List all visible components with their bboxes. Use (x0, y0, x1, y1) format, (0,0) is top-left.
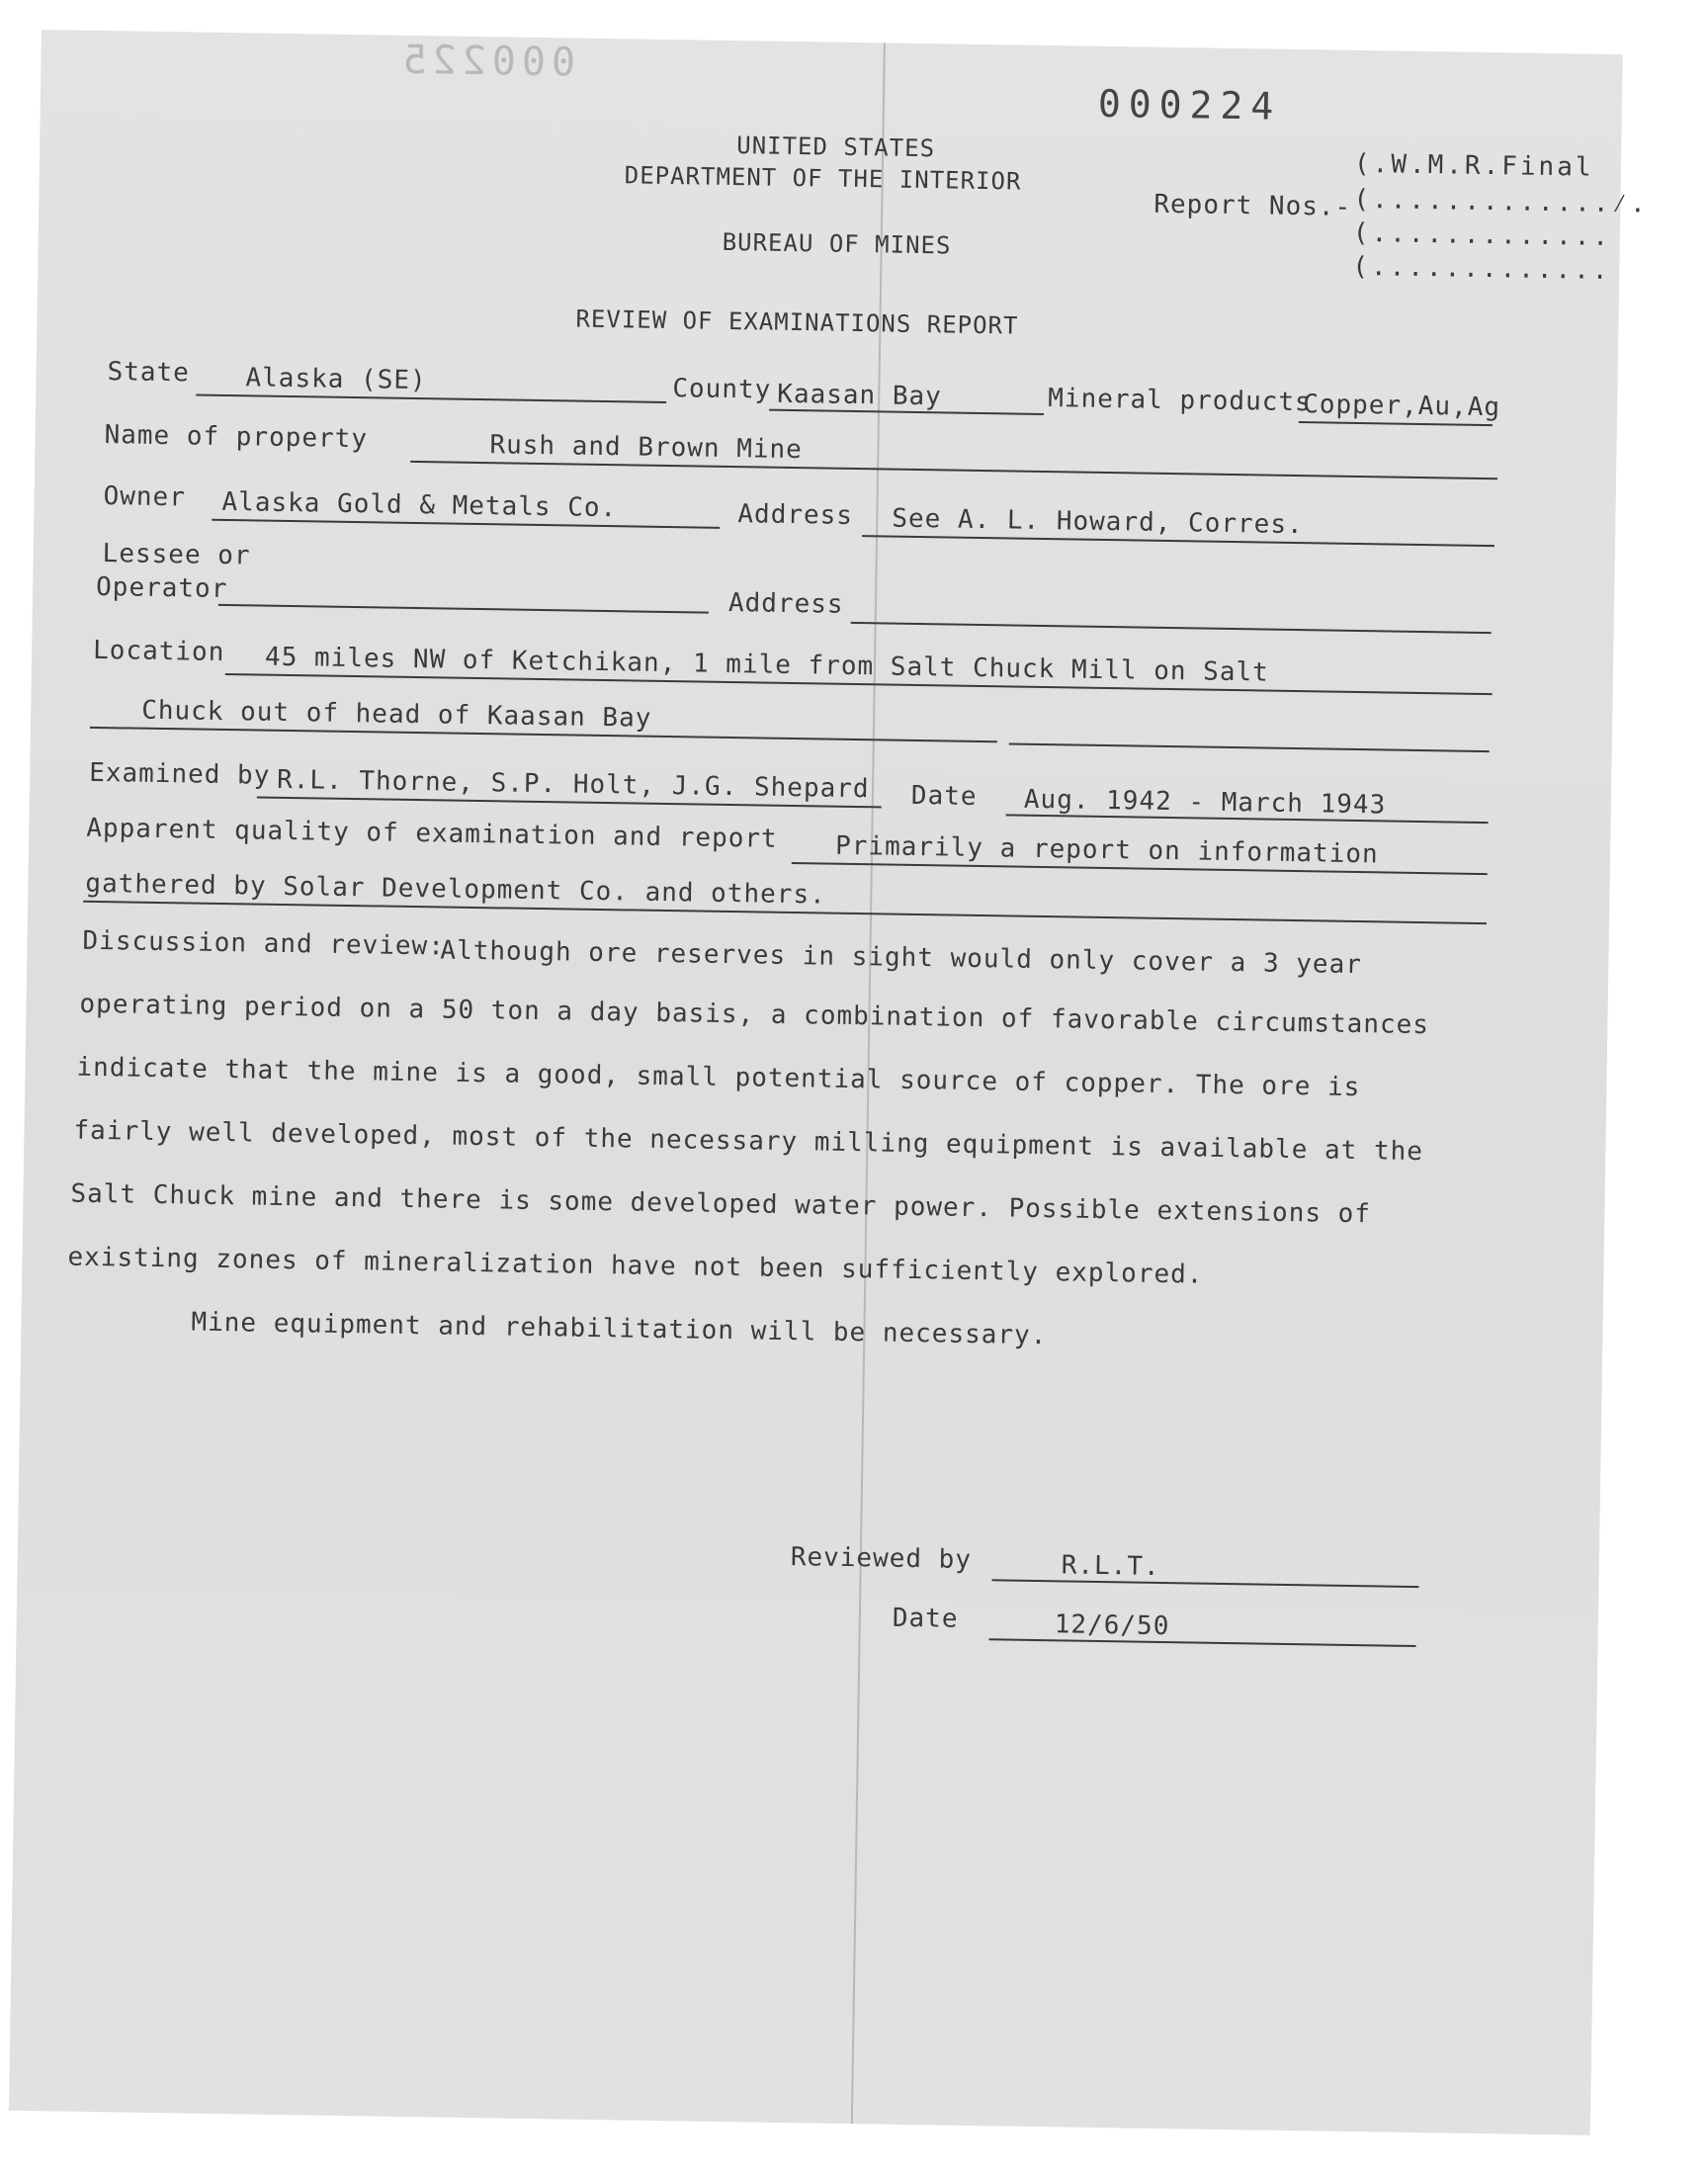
header-united-states: UNITED STATES (736, 131, 936, 163)
discussion-line: Salt Chuck mine and there is some developed water power. Possible extensions of (70, 1178, 1372, 1230)
header-department: DEPARTMENT OF THE INTERIOR (624, 161, 1022, 196)
review-date-underline (989, 1638, 1416, 1647)
reviewed-by-label: Reviewed by (790, 1542, 973, 1575)
operator-label: Operator (95, 571, 228, 605)
county-value: Kaasan Bay (777, 379, 943, 412)
mineral-underline (1299, 421, 1493, 426)
header-bureau: BUREAU OF MINES (722, 227, 952, 260)
lessee-label: Lessee or (102, 539, 251, 571)
examined-value: R.L. Thorne, S.P. Holt, J.G. Shepard (276, 764, 870, 805)
discussion-label: Discussion and review: (82, 925, 446, 962)
review-date-value: 12/6/50 (1054, 1610, 1170, 1642)
property-label: Name of property (104, 420, 369, 455)
report-no-entry: (............. (1352, 251, 1611, 286)
mineral-value: Copper,Au,Ag (1302, 390, 1501, 423)
stamp-number: 000224 (1097, 81, 1282, 129)
owner-label: Owner (103, 481, 187, 513)
examined-label: Examined by (88, 757, 271, 791)
address-value: See A. L. Howard, Corres. (892, 503, 1304, 541)
owner-value: Alaska Gold & Metals Co. (221, 486, 618, 524)
document-page (9, 30, 1650, 2135)
state-value: Alaska (SE) (245, 363, 427, 396)
address-label-2: Address (727, 587, 844, 620)
discussion-line: operating period on a 50 ton a day basis, a combination of favorable circumstances (79, 989, 1430, 1041)
property-underline (410, 461, 1497, 479)
discussion-line: fairly well developed, most of the necessary milling equipment is available at the (73, 1115, 1424, 1168)
quality-label: Apparent quality of examination and report (86, 813, 778, 854)
reviewed-by-underline (991, 1579, 1418, 1588)
mineral-label: Mineral products (1048, 384, 1312, 418)
date-value: Aug. 1942 - March 1943 (1023, 784, 1387, 821)
discussion-line: Mine equipment and rehabilitation will be necessary. (191, 1307, 1048, 1351)
report-no-entry: (.............⁄. (1353, 184, 1650, 219)
quality-value-line1: Primarily a report on information (834, 830, 1379, 870)
discussion-line: indicate that the mine is a good, small potential source of copper. The ore is (76, 1052, 1361, 1103)
report-no-entry: (.W.M.R.Final (1353, 148, 1594, 183)
address-underline-2 (851, 622, 1492, 634)
date-label: Date (910, 780, 978, 812)
location-value-line2: Chuck out of head of Kaasan Bay (140, 695, 652, 734)
location-label: Location (92, 635, 225, 667)
reviewed-by-value: R.L.T. (1061, 1550, 1160, 1582)
property-value: Rush and Brown Mine (489, 430, 804, 466)
location-underline-2b (1009, 742, 1490, 752)
ghost-stamp-number: 000225 (396, 37, 576, 86)
report-nos-label: Report Nos.- (1153, 189, 1352, 222)
page-title: REVIEW OF EXAMINATIONS REPORT (575, 304, 1019, 340)
operator-underline (218, 604, 709, 614)
state-underline (196, 393, 666, 402)
quality-value-line2: gathered by Solar Development Co. and others. (85, 868, 826, 911)
review-date-label: Date (892, 1603, 959, 1634)
location-value-line1: 45 miles NW of Ketchikan, 1 mile from Salt Chuck Mill on Salt (264, 642, 1270, 688)
state-label: State (107, 357, 191, 389)
address-label: Address (737, 499, 854, 531)
county-label: County (672, 374, 772, 405)
report-no-entry: (............. (1352, 218, 1612, 252)
discussion-line: existing zones of mineralization have not been sufficiently explored. (67, 1242, 1204, 1290)
discussion-line: Although ore reserves in sight would only cover a 3 year (440, 935, 1363, 981)
